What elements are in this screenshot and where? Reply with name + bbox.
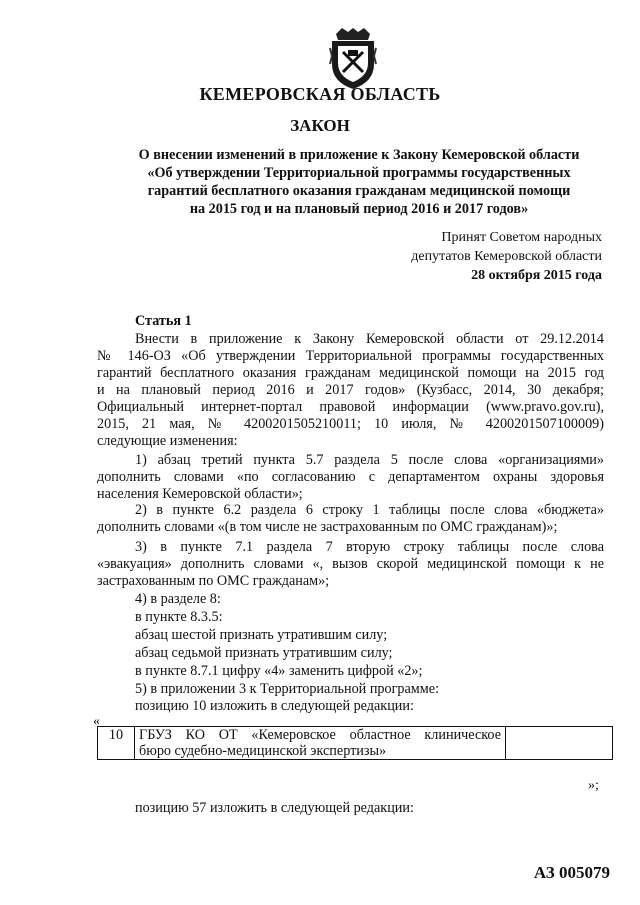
- after-table-line: позицию 57 изложить в следующей редакции:: [135, 800, 414, 816]
- adoption-block: [411, 228, 602, 285]
- article-text-line: Официальный интернет-портал правовой информации (www.pravo.gov.ru),: [97, 399, 604, 415]
- item-2-line: 2) в пункте 6.2 раздела 6 строку 1 таблицы после слова «бюджета»: [135, 502, 604, 518]
- law-title-line: гарантий бесплатного оказания гражданам медицинской помощи: [147, 183, 571, 199]
- item-3-line: 3) в пункте 7.1 раздела 7 вторую строку таблицы после слова: [135, 539, 604, 555]
- law-title-line: «Об утверждении Территориальной программы государственных: [147, 165, 571, 181]
- position-number: 10: [108, 727, 124, 743]
- closing-quote: »;: [588, 778, 599, 793]
- table-cell-name: [135, 727, 506, 760]
- item-4-line: абзац седьмой признать утратившим силу;: [135, 645, 393, 661]
- item-2-line: дополнить словами «(в том числе не застрахованным по ОМС гражданам)»;: [97, 519, 558, 535]
- position-table: [97, 726, 613, 760]
- article-text-line: гарантий бесплатного оказания гражданам медицинской помощи на 2015 год: [97, 365, 604, 381]
- law-title-line: на 2015 год и на плановый период 2016 и 2017 годов»: [189, 201, 529, 217]
- item-4-line: абзац шестой признать утратившим силу;: [135, 627, 388, 643]
- article-text-line: и на плановый период 2016 и 2017 годов» (Кузбасс, 2014, 30 декабря;: [97, 382, 604, 398]
- item-1-line: населения Кемеровской области»;: [97, 486, 303, 502]
- item-5-line: позицию 10 изложить в следующей редакции:: [135, 698, 414, 714]
- item-5-line: 5) в приложении 3 к Территориальной программе:: [135, 681, 440, 697]
- item-1-line: дополнить словами «по согласованию с департаментом охраны здоровья: [97, 469, 604, 485]
- table-cell-number: [98, 727, 135, 760]
- coat-of-arms-emblem: [328, 28, 378, 90]
- item-4-line: в пункте 8.7.1 цифру «4» заменить цифрой «2»;: [135, 663, 423, 679]
- adoption-line: депутатов Кемеровской области: [411, 249, 602, 264]
- article-text-line: № 146-ОЗ «Об утверждении Территориальной программы государственных: [97, 348, 604, 364]
- region-name: КЕМЕРОВСКАЯ ОБЛАСТЬ: [199, 84, 441, 104]
- item-3-line: застрахованным по ОМС гражданам»;: [97, 573, 330, 589]
- opening-quote: «: [93, 714, 100, 729]
- document-type: ЗАКОН: [290, 116, 350, 135]
- position-name-line: ГБУЗ КО ОТ «Кемеровское областное клиническое: [139, 727, 501, 743]
- article-heading: Статья 1: [135, 313, 192, 329]
- table-row: [98, 727, 613, 760]
- article-text-line: 2015, 21 мая, № 4200201505210011; 10 июля, № 4200201507100009): [97, 416, 604, 432]
- item-1-line: 1) абзац третий пункта 5.7 раздела 5 после слова «организациями»: [135, 452, 604, 468]
- adoption-line: Принят Советом народных: [441, 230, 602, 245]
- item-4-line: в пункте 8.3.5:: [135, 609, 223, 625]
- document-number: АЗ 005079: [533, 863, 610, 882]
- law-title: [92, 146, 626, 218]
- item-3-line: «эвакуация» дополнить словами «, вызов скорой медицинской помощи к не: [97, 556, 604, 572]
- article-text-line: Внести в приложение к Закону Кемеровской области от 29.12.2014: [135, 331, 604, 347]
- law-title-line: О внесении изменений в приложение к Закону Кемеровской области: [138, 147, 580, 163]
- item-4-line: 4) в разделе 8:: [135, 591, 221, 607]
- position-name-line: бюро судебно-медицинской экспертизы»: [139, 743, 387, 759]
- adoption-date: 28 октября 2015 года: [471, 268, 602, 283]
- article-text-line: следующие изменения:: [97, 433, 238, 449]
- table-cell-empty: [506, 727, 613, 760]
